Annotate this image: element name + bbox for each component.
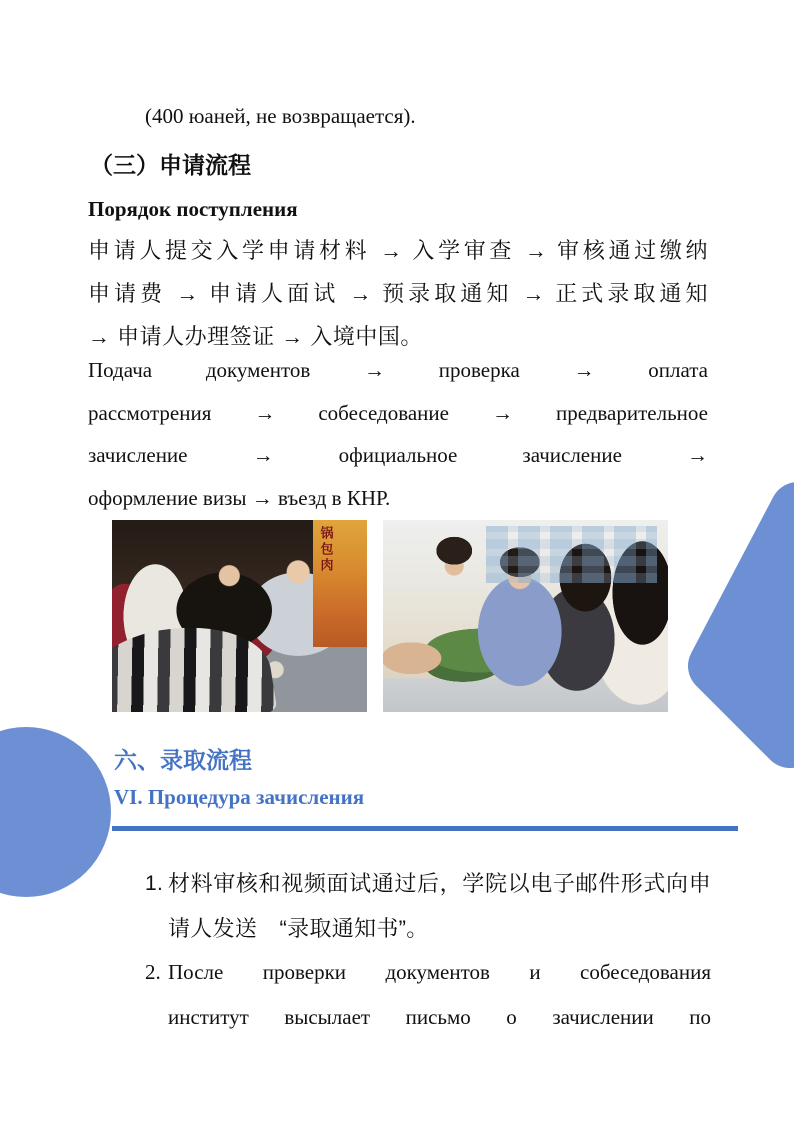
text-line: Подача документов → проверка → оплата	[88, 358, 708, 382]
text-line: → 申请人办理签证 → 入境中国。	[88, 324, 423, 349]
admission-list-item-2	[145, 950, 711, 1040]
text-line: После проверки документов и собеседования	[168, 960, 711, 984]
photo-restaurant-dinner	[112, 520, 367, 712]
list-item-text	[168, 950, 711, 1040]
section-admission-heading-zh: 六、录取流程	[114, 747, 252, 773]
list-marker: 2.	[145, 960, 161, 984]
text-line: 请人发送 “录取通知书”。	[168, 916, 429, 941]
text-line: оформление визы → въезд в КНР.	[88, 485, 391, 510]
striped-cloth	[112, 614, 277, 712]
text-line: 材料审核和视频面试通过后，学院以电子邮件形式向申	[168, 871, 711, 896]
section-apply-heading-zh: （三）申请流程	[90, 152, 251, 178]
fee-note: (400 юаней, не возвращается).	[145, 104, 416, 128]
list-marker: 1.	[145, 872, 164, 895]
text-line: институт высылает письмо о зачислении по	[168, 1005, 711, 1029]
application-flow-zh	[88, 229, 708, 358]
text-line: 申请费 → 申请人面试 → 预录取通知 → 正式录取通知	[88, 281, 708, 306]
decor-blue-circle	[0, 727, 111, 897]
application-flow-ru	[88, 349, 708, 519]
list-item-text	[168, 861, 711, 951]
wall-posters	[486, 526, 657, 584]
text-line: рассмотрения → собеседование → предварительное	[88, 400, 708, 425]
poster-sign-text: 锅包肉	[318, 526, 334, 574]
section-admission-heading-ru: VI. Процедура зачисления	[114, 785, 365, 809]
section-divider-rule	[112, 826, 738, 831]
text-line: зачисление → официальное зачисление →	[88, 443, 708, 467]
food-poster	[313, 520, 367, 647]
admission-list-item-1	[145, 861, 711, 951]
photo-zongzi-workshop	[383, 520, 668, 712]
text-line: 申请人提交入学申请材料 → 入学审查 → 审核通过缴纳	[88, 238, 708, 263]
section-apply-heading-ru: Порядок поступления	[88, 197, 298, 221]
